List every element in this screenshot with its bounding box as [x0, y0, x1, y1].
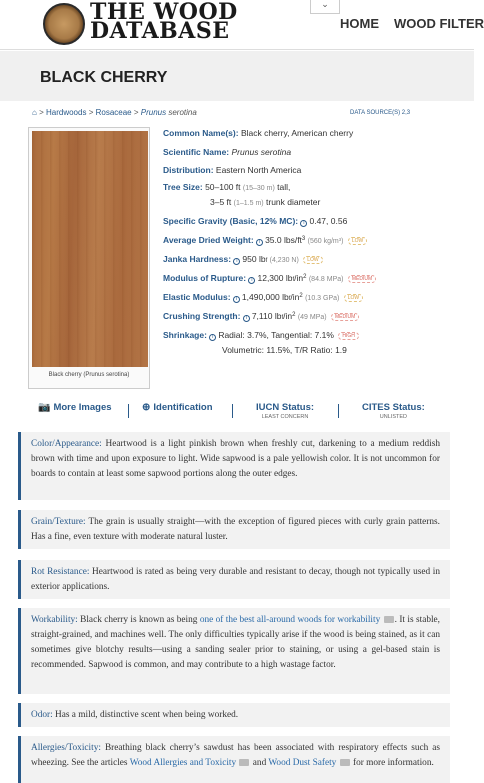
section-workability: [18, 608, 450, 694]
rating-badge: LOW: [303, 256, 322, 264]
section-grain-texture: [18, 510, 450, 549]
section-color-appearance: [18, 432, 450, 500]
prop-tree-diameter: [210, 197, 320, 207]
prop-metric: (15–30 m): [242, 185, 275, 192]
wood-image-frame: [28, 127, 150, 389]
prop-label: Common Name(s):: [163, 128, 239, 138]
breadcrumb-separator: >: [39, 108, 44, 117]
section-text: and: [250, 758, 269, 768]
prop-value: 7,110 lb: [251, 311, 282, 321]
unit-superscript: 3: [301, 236, 306, 242]
nav-wood-filter-link[interactable]: WOOD FILTER: [394, 16, 484, 31]
cites-value: UNLISTED: [379, 414, 407, 420]
prop-metric: (4,230 N): [269, 257, 299, 264]
wood-slice-logo-icon[interactable]: [43, 3, 85, 45]
section-text: Breathing black cherry’s sawdust has been associated with respiratory effects such as wheezing. See the articles: [31, 743, 440, 768]
more-images-link[interactable]: [38, 402, 112, 413]
nav-divider: [338, 404, 339, 418]
section-text: . It is stable, straight-grained, and machines well. The only difficulties typically arise if the wood is being stained, as it can sometimes give blotchy results—using a sanding sealer prior to staining, or using a gel-based stain is recommended. Sapwood is common, and may contribute to a high wastage factor.: [31, 615, 441, 670]
unit-subscript: f: [281, 315, 284, 321]
site-header: [0, 0, 484, 50]
section-text: Heartwood is rated as being very durable and resistant to decay, though not typically used in exterior applications.: [31, 567, 440, 592]
camera-icon: 📷: [38, 402, 51, 413]
title-band: [0, 51, 474, 101]
prop-value: trunk diameter: [266, 197, 321, 207]
article-thumbnail-icon[interactable]: [340, 759, 350, 766]
info-icon[interactable]: i: [300, 220, 307, 227]
wood-sample-image[interactable]: [32, 131, 148, 367]
image-thumbnail-icon[interactable]: [384, 616, 394, 623]
unit-in: /in: [290, 292, 300, 302]
prop-value: 1,490,000 lb: [241, 292, 289, 302]
prop-label: Crushing Strength:: [163, 311, 241, 321]
unit-superscript: 2: [299, 293, 303, 299]
prop-value: Eastern North America: [215, 165, 302, 175]
site-logo-text[interactable]: [90, 0, 238, 44]
prop-distribution: [163, 165, 301, 175]
section-label: Workability:: [31, 615, 78, 625]
iucn-status[interactable]: [256, 402, 314, 420]
section-text: for more information.: [350, 758, 434, 768]
workability-link[interactable]: one of the best all-around woods for workability: [199, 615, 381, 625]
prop-dried-weight: [163, 235, 367, 246]
prop-common-names: [163, 128, 353, 138]
prop-metric: (1–1.5 m): [233, 200, 264, 207]
home-icon[interactable]: ⌂: [32, 108, 37, 117]
nav-divider: [232, 404, 233, 418]
prop-value: 12,300 lb: [257, 273, 293, 283]
prop-value: Prunus serotina: [231, 147, 292, 157]
nav-divider: [128, 404, 129, 418]
rating-badge: MEDIUM: [348, 275, 376, 283]
unit-in: /in: [294, 273, 304, 283]
more-images-label: More Images: [53, 402, 112, 413]
section-label: Odor:: [31, 710, 53, 720]
iucn-value: LEAST CONCERN: [261, 414, 309, 420]
section-text: Has a mild, distinctive scent when being worked.: [52, 710, 239, 720]
prop-value: 3–5 ft: [210, 197, 232, 207]
prop-shrinkage-volumetric: [222, 345, 347, 355]
page-title: BLACK CHERRY: [40, 69, 168, 86]
section-allergies-toxicity: [18, 736, 450, 783]
identification-label: Identification: [153, 402, 213, 413]
info-icon[interactable]: i: [248, 277, 255, 284]
wood-dust-safety-link[interactable]: Wood Dust Safety: [268, 758, 337, 768]
info-icon[interactable]: i: [233, 258, 240, 265]
magnifier-icon: ⊕: [142, 402, 151, 413]
breadcrumb: [32, 108, 197, 117]
prop-label: Tree Size:: [163, 182, 203, 192]
breadcrumb-separator: >: [133, 108, 139, 117]
prop-specific-gravity: [163, 216, 347, 227]
menu-dropdown-toggle[interactable]: ⌄: [310, 0, 340, 14]
prop-value: 950 lb: [242, 254, 266, 264]
section-text: Black cherry is known as being: [77, 615, 200, 625]
section-rot-resistance: [18, 560, 450, 599]
prop-crushing-strength: [163, 311, 359, 322]
prop-metric: (84.8 MPa): [308, 276, 344, 283]
section-text: The grain is usually straight—with the exception of figured pieces with curly grain patterns. Has a fine, even texture with moderate natural luster.: [31, 517, 440, 542]
prop-metric: (49 MPa): [297, 314, 327, 321]
prop-value: Radial: 3.7%, Tangential: 7.1%: [218, 330, 334, 340]
rating-badge: HIGH: [338, 332, 359, 340]
unit-subscript: f: [292, 277, 295, 283]
prop-value: Volumetric: 11.5%, T/R Ratio: 1.9: [222, 345, 347, 355]
prop-shrinkage: [163, 330, 359, 341]
breadcrumb-hardwoods[interactable]: Hardwoods: [45, 108, 87, 117]
info-icon[interactable]: i: [243, 315, 250, 322]
section-label: Grain/Texture:: [31, 517, 86, 527]
section-odor: [18, 703, 450, 727]
prop-value: 0.47, 0.56: [309, 216, 348, 226]
prop-label: Distribution:: [163, 165, 214, 175]
prop-value: 50–100 ft: [205, 182, 241, 192]
prop-label: Modulus of Rupture:: [163, 273, 247, 283]
prop-elastic-modulus: [163, 292, 363, 303]
unit-superscript: 2: [292, 312, 296, 318]
prop-janka: [163, 254, 323, 265]
wood-allergies-link[interactable]: Wood Allergies and Toxicity: [129, 758, 237, 768]
prop-label: Janka Hardness:: [163, 254, 232, 264]
unit-subscript: f: [288, 296, 291, 302]
breadcrumb-prunus[interactable]: Prunus: [140, 108, 167, 117]
info-icon[interactable]: i: [233, 296, 240, 303]
section-label: Color/Appearance:: [31, 439, 102, 449]
section-label: Rot Resistance:: [31, 567, 90, 577]
prop-label: Shrinkage:: [163, 330, 207, 340]
info-icon[interactable]: i: [256, 239, 263, 246]
prop-scientific-name: [163, 147, 291, 157]
identification-link[interactable]: [142, 402, 213, 413]
prop-label: Specific Gravity (Basic, 12% MC):: [163, 216, 299, 226]
unit-subscript: f: [265, 258, 268, 264]
logo-line-2: DATABASE: [90, 18, 230, 44]
article-thumbnail-icon[interactable]: [239, 759, 249, 766]
nav-home-link[interactable]: HOME: [340, 16, 379, 31]
prop-label: Average Dried Weight:: [163, 235, 254, 245]
prop-metric: (560 kg/m³): [307, 238, 344, 245]
image-caption: Black cherry (Prunus serotina): [48, 372, 130, 378]
species-icon-nav: [30, 402, 450, 426]
info-icon[interactable]: i: [209, 334, 216, 341]
prop-modulus-rupture: [163, 273, 376, 284]
rating-badge: MEDIUM: [331, 313, 359, 321]
prop-tree-size: [163, 182, 290, 192]
breadcrumb-separator: >: [88, 108, 94, 117]
section-text: Heartwood is a light pinkish brown when freshly cut, darkening to a medium reddish brown with time and upon exposure to light. Wide sapwood is a pale yellowish color. It is not uncommon for boards to contain at least some sapwood portions along the outer edges.: [31, 439, 440, 479]
cites-status[interactable]: [362, 402, 425, 420]
prop-value: 35.0 lbs/ft: [265, 235, 302, 245]
iucn-label: IUCN Status:: [256, 402, 315, 413]
prop-label: Elastic Modulus:: [163, 292, 231, 302]
breadcrumb-serotina: serotina: [168, 108, 197, 117]
rating-badge: LOW: [348, 237, 367, 245]
cites-label: CITES Status:: [362, 402, 425, 413]
data-sources-link[interactable]: DATA SOURCE(S) 2,3: [350, 110, 411, 116]
section-label: Allergies/Toxicity:: [31, 743, 101, 753]
unit-in: /in: [283, 311, 293, 321]
breadcrumb-rosaceae[interactable]: Rosaceae: [95, 108, 132, 117]
rating-badge: LOW: [344, 294, 363, 302]
prop-value: tall,: [277, 182, 291, 192]
unit-superscript: 2: [303, 274, 307, 280]
prop-value: Black cherry, American cherry: [240, 128, 354, 138]
prop-label: Scientific Name:: [163, 147, 230, 157]
logo-line-1: THE WOOD: [90, 0, 238, 25]
prop-metric: (10.3 GPa): [305, 295, 340, 302]
